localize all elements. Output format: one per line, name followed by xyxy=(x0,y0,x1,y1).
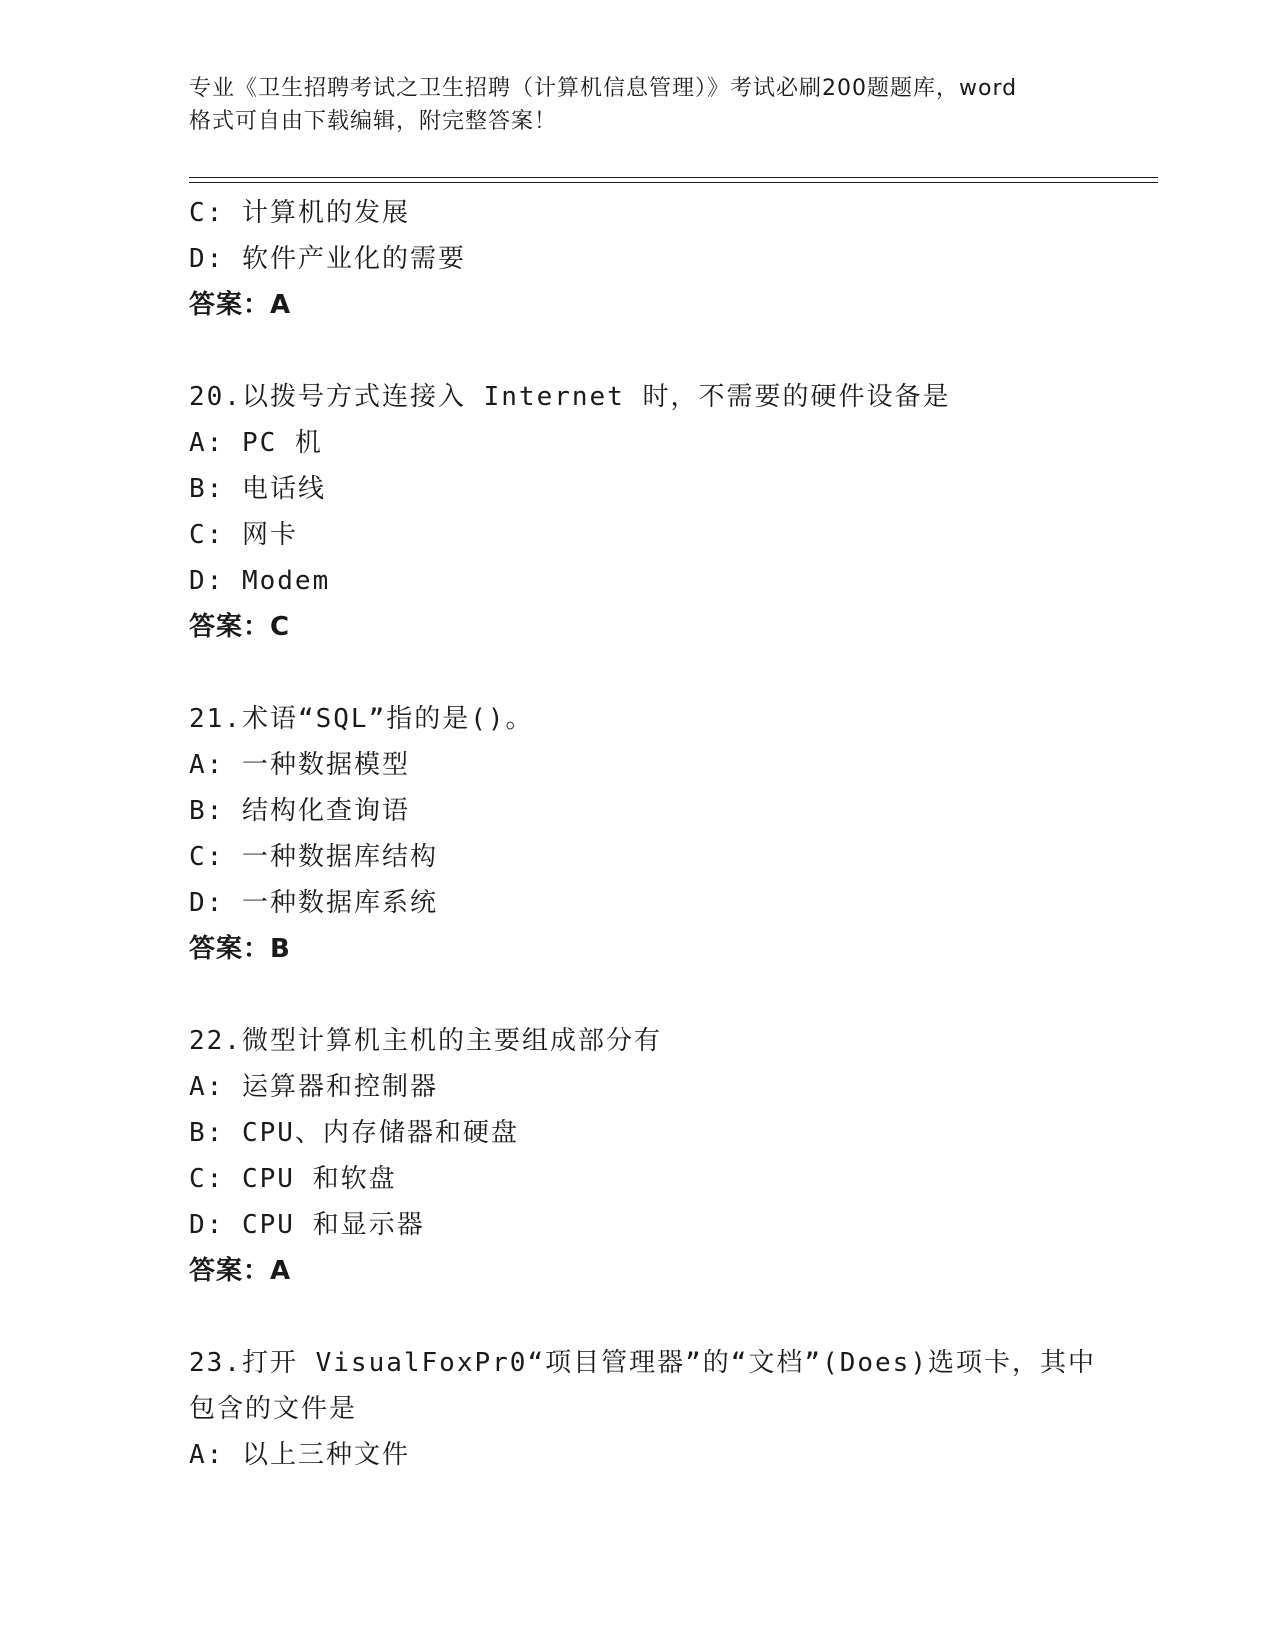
header-divider-bottom xyxy=(189,182,1158,183)
spacer xyxy=(189,650,1149,696)
option-b: B: 结构化查询语 xyxy=(189,796,410,826)
spacer xyxy=(189,972,1149,1018)
question-22 xyxy=(189,1018,1149,1294)
document-header xyxy=(189,72,1089,138)
option-b: B: CPU、内存储器和硬盘 xyxy=(189,1118,519,1148)
question-text-line-2: 包含的文件是 xyxy=(189,1394,358,1424)
header-line-2: 格式可自由下载编辑，附完整答案！ xyxy=(189,109,558,134)
option-c: C: CPU 和软盘 xyxy=(189,1164,397,1194)
option-a: A: 以上三种文件 xyxy=(189,1440,410,1470)
option-d: D: CPU 和显示器 xyxy=(189,1210,425,1240)
option-d: D: 软件产业化的需要 xyxy=(189,244,466,274)
answer-line: 答案：A xyxy=(189,1256,292,1286)
answer-line: 答案：A xyxy=(189,290,292,320)
header-line-1: 专业《卫生招聘考试之卫生招聘（计算机信息管理）》考试必刷200题题库，word xyxy=(189,76,1018,101)
option-b: B: 电话线 xyxy=(189,474,326,504)
answer-line: 答案：C xyxy=(189,612,291,642)
option-a: A: 一种数据模型 xyxy=(189,750,410,780)
option-c: C: 网卡 xyxy=(189,520,298,550)
question-20 xyxy=(189,374,1149,650)
option-c: C: 计算机的发展 xyxy=(189,198,410,228)
option-a: A: 运算器和控制器 xyxy=(189,1072,438,1102)
option-d: D: Modem xyxy=(189,566,331,596)
option-c: C: 一种数据库结构 xyxy=(189,842,438,872)
spacer xyxy=(189,328,1149,374)
question-text-line-1: 23.打开 VisualFoxPr0“项目管理器”的“文档”(Does)选项卡，其中 xyxy=(189,1348,1096,1378)
question-19-fragment xyxy=(189,190,1149,328)
question-text: 22.微型计算机主机的主要组成部分有 xyxy=(189,1026,662,1056)
option-a: A: PC 机 xyxy=(189,428,323,458)
document-body xyxy=(189,190,1149,1478)
question-21 xyxy=(189,696,1149,972)
header-divider-top xyxy=(189,177,1158,178)
spacer xyxy=(189,1294,1149,1340)
question-text: 21.术语“SQL”指的是()。 xyxy=(189,704,534,734)
question-text: 20.以拨号方式连接入 Internet 时，不需要的硬件设备是 xyxy=(189,382,951,412)
option-d: D: 一种数据库系统 xyxy=(189,888,438,918)
question-23 xyxy=(189,1340,1149,1478)
answer-line: 答案：B xyxy=(189,934,291,964)
